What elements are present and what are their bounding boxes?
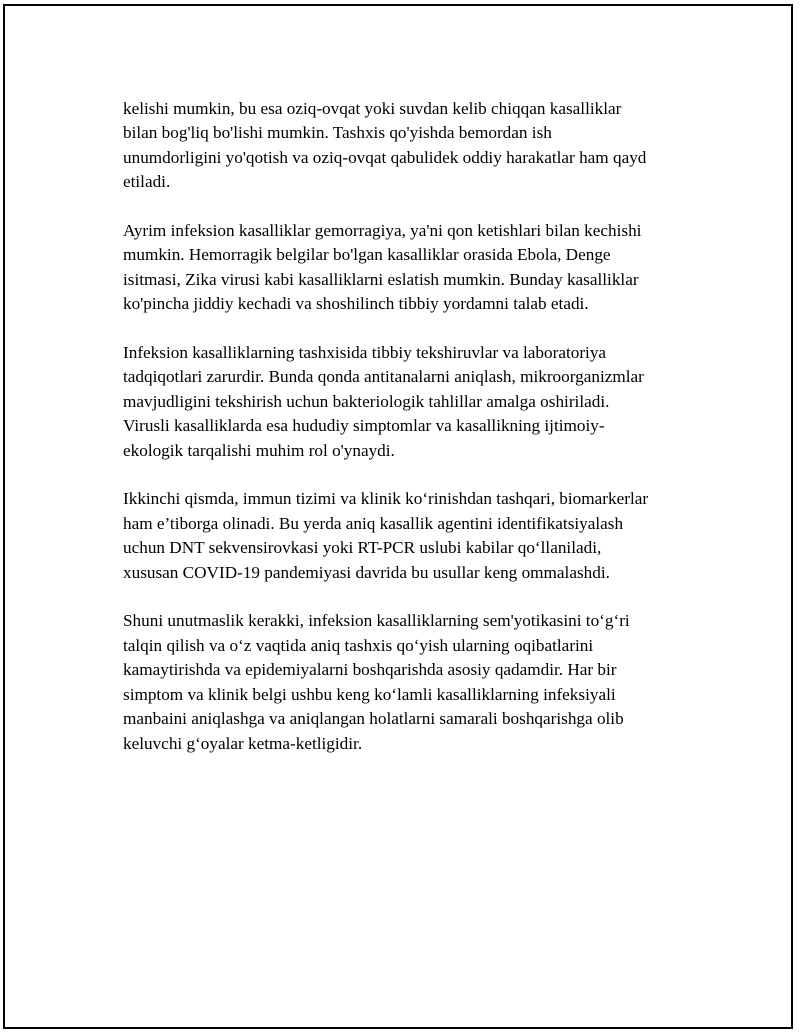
paragraph-1 bbox=[123, 97, 693, 195]
text-line: Virusli kasalliklarda esa hududiy simptomlar va kasallikning ijtimoiy- bbox=[123, 416, 605, 436]
paragraph-2 bbox=[123, 219, 693, 317]
text-line: etiladi. bbox=[123, 172, 171, 192]
text-line: isitmasi, Zika virusi kabi kasalliklarni eslatish mumkin. Bunday kasalliklar bbox=[123, 269, 639, 289]
text-line: bilan bog'liq bo'lishi mumkin. Tashxis qo'yishda bemordan ish bbox=[123, 123, 552, 143]
text-line: uchun DNT sekvensirovkasi yoki RT-PCR uslubi kabilar qo‘llaniladi, bbox=[123, 538, 602, 558]
text-line: mumkin. Hemorragik belgilar bo'lgan kasalliklar orasida Ebola, Denge bbox=[123, 245, 611, 265]
text-line: kelishi mumkin, bu esa oziq-ovqat yoki suvdan kelib chiqqan kasalliklar bbox=[123, 99, 622, 118]
text-line: ekologik tarqalishi muhim rol o'ynaydi. bbox=[123, 440, 395, 460]
text-line: Ikkinchi qismda, immun tizimi va klinik ko‘rinishdan tashqari, biomarkerlar bbox=[123, 489, 649, 509]
text-line: unumdorligini yo'qotish va oziq-ovqat qabulidek oddiy harakatlar ham qayd bbox=[123, 147, 647, 167]
text-line: Shuni unutmaslik kerakki, infeksion kasalliklarning sem'yotikasini to‘g‘ri bbox=[123, 611, 630, 631]
paragraph-5 bbox=[123, 609, 693, 755]
text-line: tadqiqotlari zarurdir. Bunda qonda antitanalarni aniqlash, mikroorganizmlar bbox=[123, 367, 644, 387]
text-line: kamaytirishda va epidemiyalarni boshqarishda asosiy qadamdir. Har bir bbox=[123, 660, 617, 680]
paragraph-3 bbox=[123, 341, 693, 463]
text-line: keluvchi g‘oyalar ketma-ketligidir. bbox=[123, 733, 363, 753]
text-line: Infeksion kasalliklarning tashxisida tibbiy tekshiruvlar va laboratoriya bbox=[123, 343, 607, 363]
text-line: mavjudligini tekshirish uchun bakteriologik tahlillar amalga oshiriladi. bbox=[123, 391, 610, 411]
text-line: simptom va klinik belgi ushbu keng ko‘lamli kasalliklarning infeksiyali bbox=[123, 684, 616, 704]
text-line: manbaini aniqlashga va aniqlangan holatlarni samarali boshqarishga olib bbox=[123, 709, 624, 729]
text-line: talqin qilish va o‘z vaqtida aniq tashxis qo‘yish ularning oqibatlarini bbox=[123, 635, 594, 655]
document-body bbox=[123, 97, 693, 780]
text-line: ko'pincha jiddiy kechadi va shoshilinch tibbiy yordamni talab etadi. bbox=[123, 294, 589, 314]
document-page bbox=[3, 4, 793, 1029]
text-line: ham e’tiborga olinadi. Bu yerda aniq kasallik agentini identifikatsiyalash bbox=[123, 513, 624, 533]
paragraph-4 bbox=[123, 487, 693, 585]
text-line: xususan COVID-19 pandemiyasi davrida bu usullar keng ommalashdi. bbox=[123, 562, 610, 582]
text-line: Ayrim infeksion kasalliklar gemorragiya, ya'ni qon ketishlari bilan kechishi bbox=[123, 221, 642, 241]
